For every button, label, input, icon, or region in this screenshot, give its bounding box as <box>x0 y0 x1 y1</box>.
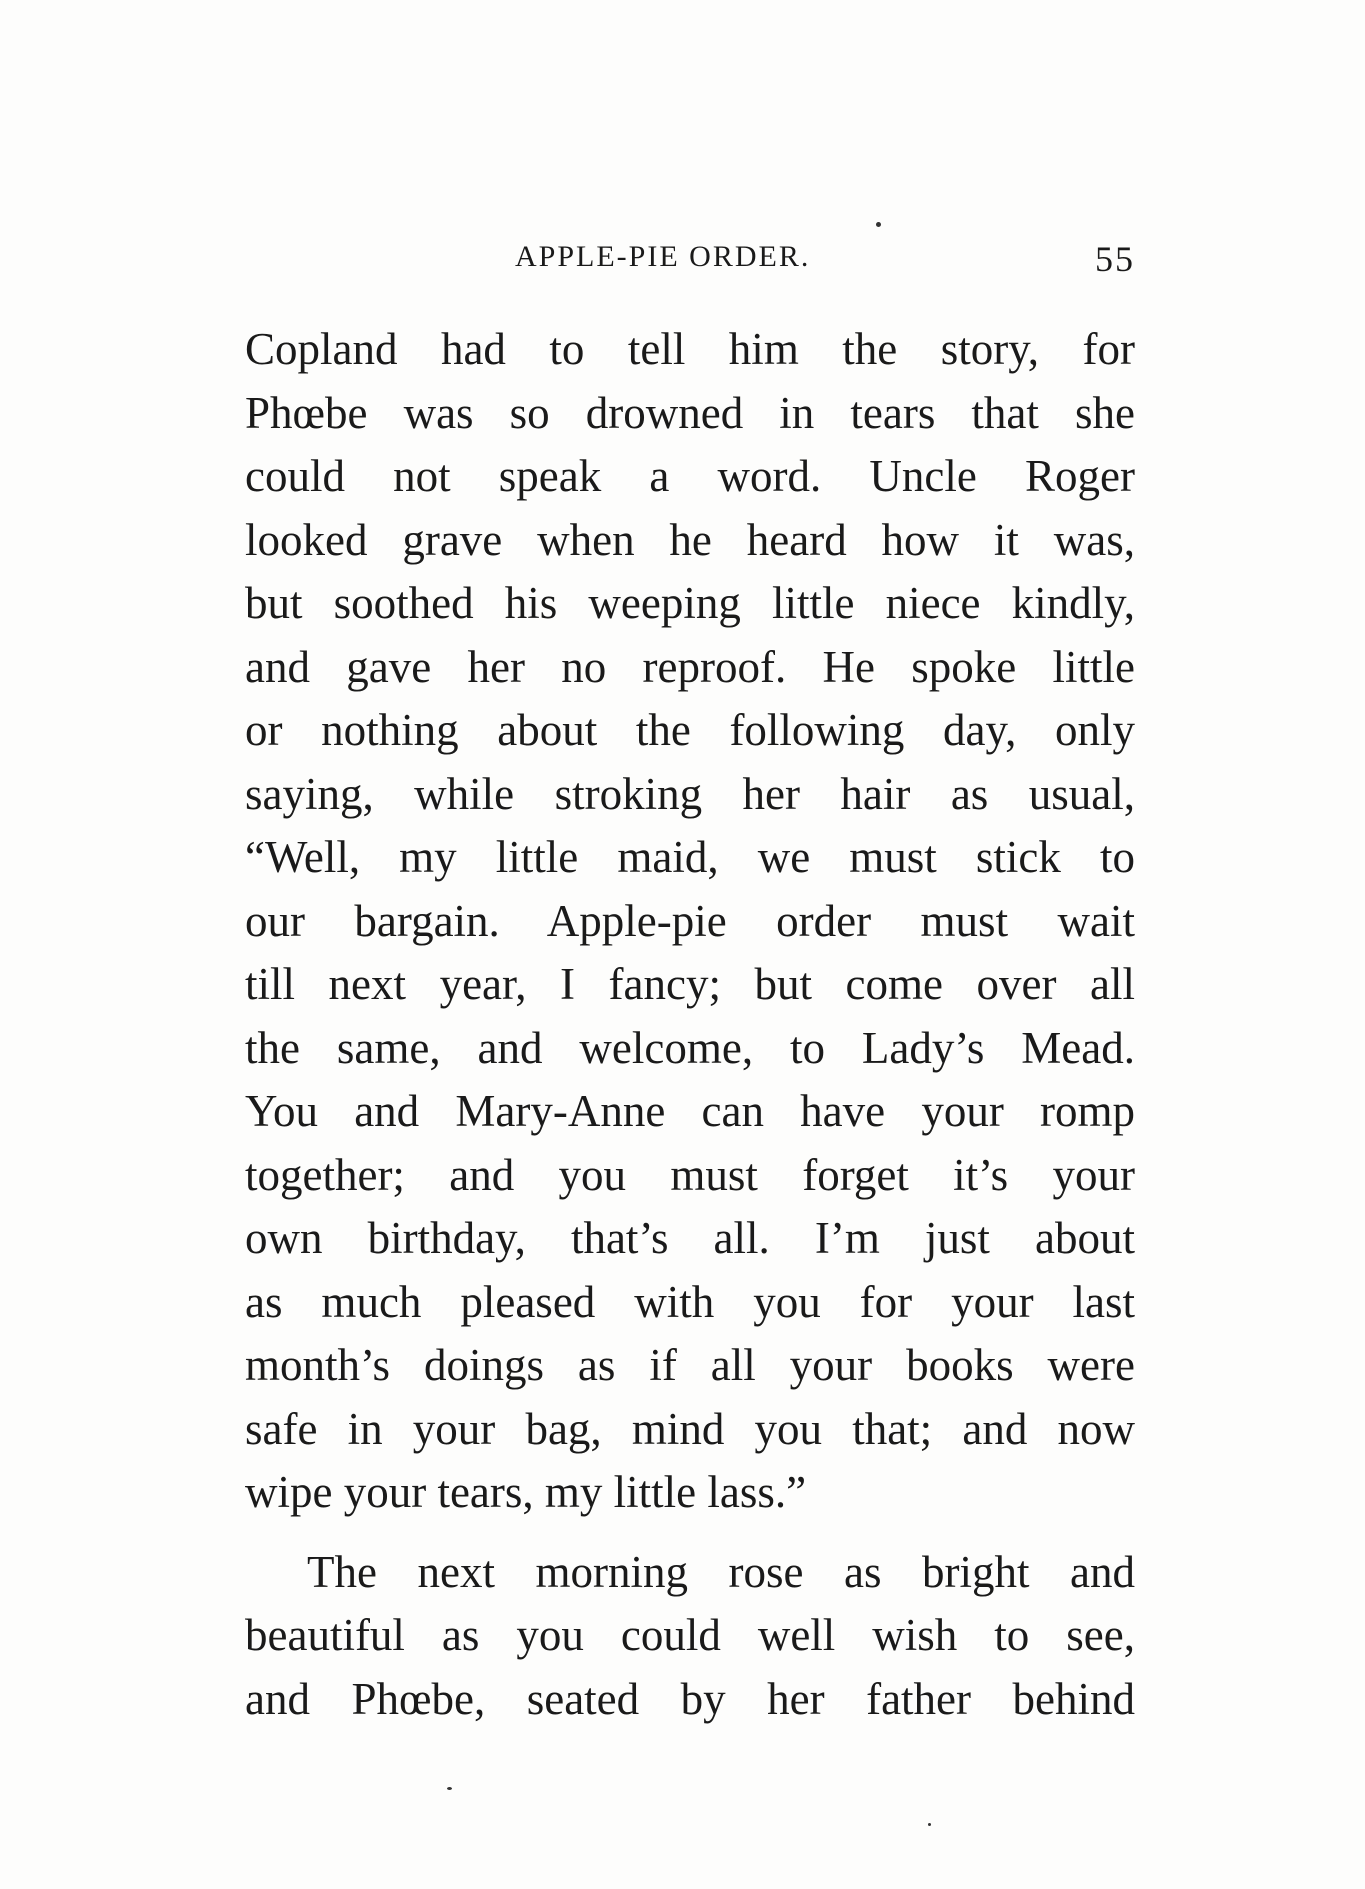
text-line: beautiful as you could well wish to see, <box>245 1610 1135 1660</box>
text-line: month’s doings as if all your books were <box>245 1340 1135 1390</box>
text-line: and gave her no reproof. He spoke little <box>245 641 1135 692</box>
text-line: own birthday, that’s all. I’m just about <box>245 1213 1135 1263</box>
text-line: the same, and welcome, to Lady’s Mead. <box>245 1022 1135 1073</box>
text-line: till next year, I fancy; but come over all <box>245 959 1135 1009</box>
running-title: APPLE-PIE ORDER. <box>515 240 811 273</box>
body-text <box>245 318 1135 1731</box>
page-number: 55 <box>1095 239 1135 279</box>
paragraph-2 <box>245 1541 1135 1732</box>
text-line: could not speak a word. Uncle Roger <box>245 451 1135 501</box>
text-line: our bargain. Apple-pie order must wait <box>245 895 1135 946</box>
text-line: as much pleased with you for your last <box>245 1276 1135 1327</box>
text-line: You and Mary-Anne can have your romp <box>245 1086 1135 1136</box>
text-line: wipe your tears, my little lass.” <box>245 1467 807 1517</box>
print-speck <box>876 222 881 227</box>
text-line: “Well, my little maid, we must stick to <box>245 832 1135 882</box>
text-line: looked grave when he heard how it was, <box>245 514 1135 565</box>
text-line: or nothing about the following day, only <box>245 705 1135 755</box>
text-line: together; and you must forget it’s your <box>245 1149 1135 1200</box>
paragraph-gap <box>245 1525 1135 1541</box>
paragraph-1 <box>245 318 1135 1525</box>
text-line: saying, while stroking her hair as usual, <box>245 768 1135 819</box>
print-speck <box>447 1787 452 1790</box>
text-line: but soothed his weeping little niece kindly, <box>245 578 1135 628</box>
text-line: Phœbe was so drowned in tears that she <box>245 387 1135 438</box>
running-head <box>245 240 1135 280</box>
print-speck <box>928 1823 931 1826</box>
text-line: and Phœbe, seated by her father behind <box>245 1673 1135 1724</box>
text-line: Copland had to tell him the story, for <box>245 324 1135 374</box>
text-line: The next morning rose as bright and <box>307 1546 1135 1597</box>
text-line: safe in your bag, mind you that; and now <box>245 1403 1135 1454</box>
